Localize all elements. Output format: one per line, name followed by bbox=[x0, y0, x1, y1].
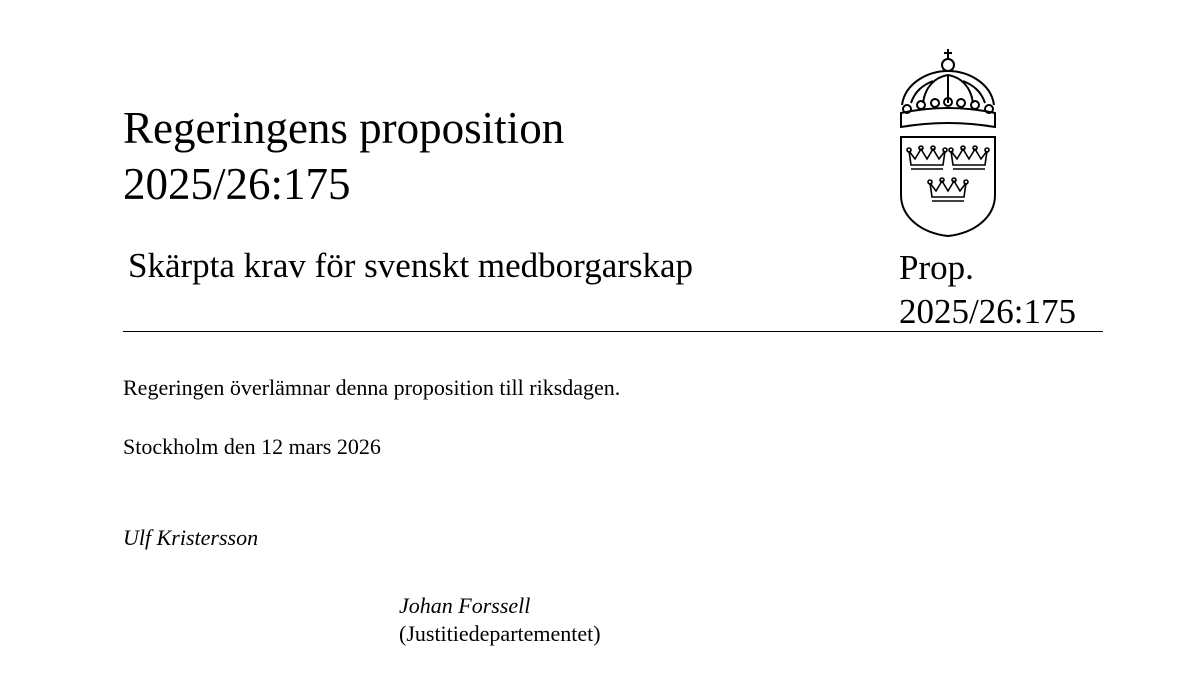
proposition-subject: Skärpta krav för svenskt medborgarskap bbox=[128, 246, 694, 285]
prime-minister-signature: Ulf Kristersson bbox=[123, 525, 259, 550]
document-title-line-1: Regeringens proposition bbox=[123, 103, 565, 153]
proposition-reference-label: Prop. bbox=[899, 248, 974, 287]
minister-signature: Johan Forssell bbox=[399, 593, 531, 618]
minister-signature-block bbox=[399, 592, 601, 648]
place-and-date: Stockholm den 12 mars 2026 bbox=[123, 434, 381, 459]
header-divider bbox=[123, 331, 1103, 332]
document-title bbox=[123, 100, 564, 212]
proposition-reference-number: 2025/26:175 bbox=[899, 292, 1076, 331]
proposition-reference bbox=[899, 246, 1076, 334]
minister-department: (Justitiedepartementet) bbox=[399, 621, 601, 646]
intro-statement: Regeringen överlämnar denna proposition till riksdagen. bbox=[123, 375, 621, 400]
document-title-line-2: 2025/26:175 bbox=[123, 159, 351, 209]
swedish-coat-of-arms-icon bbox=[893, 45, 1003, 240]
